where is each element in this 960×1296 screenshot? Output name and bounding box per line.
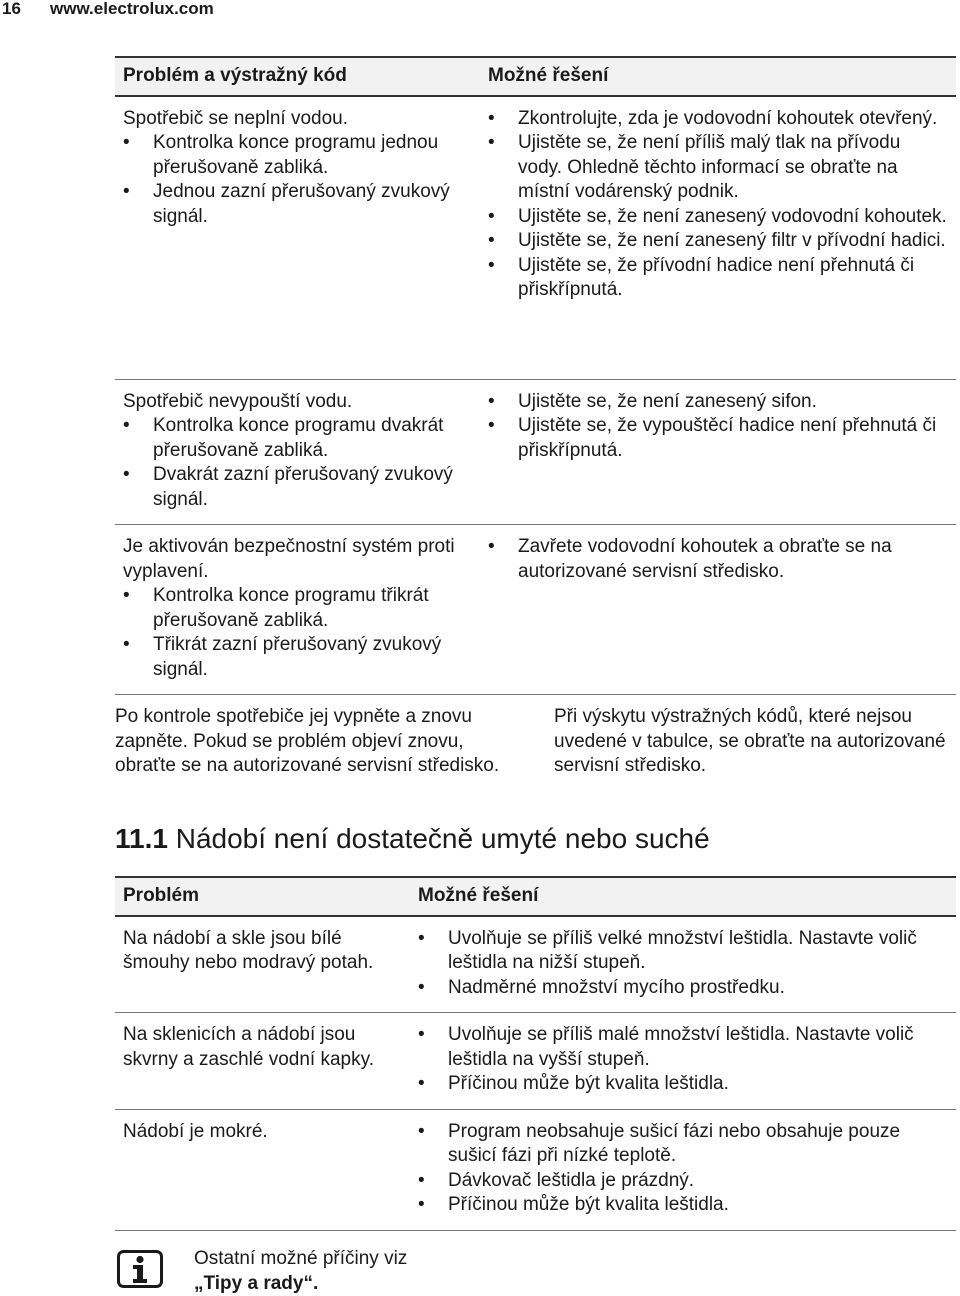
table-row — [115, 96, 956, 380]
page-number: 16 — [2, 0, 21, 18]
column-header-solution: Možné řešení — [410, 877, 956, 916]
solution-bullet: • Ujistěte se, že přívodní hadice není přehnutá či přiskřípnutá. — [488, 254, 948, 303]
problem-bullet: • Kontrolka konce programu dvakrát přerušovaně zabliká. — [123, 414, 472, 463]
problem-text: Spotřebič se neplní vodou. — [123, 107, 348, 129]
problem-text: Na nádobí a skle jsou bílé šmouhy nebo modravý potah. — [115, 916, 410, 1013]
table-row — [115, 1109, 956, 1230]
table-row — [115, 1013, 956, 1110]
note-service: Při výskytu výstražných kódů, které nejsou uvedené v tabulce, se obraťte na autorizované servisní středisko. — [554, 706, 946, 776]
solution-bullet: • Uvolňuje se příliš malé množství leštidla. Nastavte volič leštidla na vyšší stupeň. — [418, 1023, 948, 1072]
solution-bullet: • Ujistěte se, že vypouštěcí hadice není přehnutá či přiskřípnutá. — [488, 414, 948, 463]
solution-bullet: • Dávkovač leštidla je prázdný. — [418, 1169, 948, 1194]
info-text: Ostatní možné příčiny viz — [194, 1248, 408, 1269]
info-icon — [117, 1250, 163, 1288]
problem-bullet: • Jednou zazní přerušovaný zvukový signál. — [123, 180, 472, 229]
solution-bullet: • Ujistěte se, že není příliš malý tlak na přívodu vody. Ohledně těchto informací se obraťte na místní vodárenský podnik. — [488, 131, 948, 205]
column-header-problem: Problém — [115, 877, 410, 916]
info-note — [194, 1247, 594, 1296]
column-header-problem: Problém a výstražný kód — [115, 57, 480, 96]
page-header — [0, 0, 960, 24]
section-number: 11.1 — [115, 823, 168, 854]
solution-bullet: • Zkontrolujte, zda je vodovodní kohoutek otevřený. — [488, 107, 948, 132]
column-header-solution: Možné řešení — [480, 57, 956, 96]
solution-bullet: • Program neobsahuje sušicí fázi nebo obsahuje pouze sušicí fázi při nízké teplotě. — [418, 1120, 948, 1169]
tips-link[interactable]: „Tipy a rady“. — [194, 1272, 319, 1294]
problem-bullet: • Kontrolka konce programu třikrát přerušovaně zabliká. — [123, 584, 472, 633]
note-restart: Po kontrole spotřebiče jej vypněte a znovu zapněte. Pokud se problém objeví znovu, obraťte se na autorizované servisní středisko. — [115, 706, 500, 776]
solution-bullet: • Ujistěte se, že není zanesený filtr v přívodní hadici. — [488, 229, 948, 254]
section-title: Nádobí není dostatečně umyté nebo suché — [175, 823, 710, 854]
problem-text: Nádobí je mokré. — [115, 1109, 410, 1230]
problem-bullet: • Kontrolka konce programu jednou přerušovaně zabliká. — [123, 131, 472, 180]
section-heading — [115, 823, 710, 855]
solution-bullet: • Uvolňuje se příliš velké množství leštidla. Nastavte volič leštidla na nižší stupeň. — [418, 927, 948, 976]
problem-text: Na sklenicích a nádobí jsou skvrny a zaschlé vodní kapky. — [115, 1013, 410, 1110]
problem-bullet: • Třikrát zazní přerušovaný zvukový signál. — [123, 633, 472, 682]
table-row — [115, 379, 956, 525]
dish-problems-table — [115, 876, 956, 1231]
solution-bullet: • Ujistěte se, že není zanesený vodovodní kohoutek. — [488, 205, 948, 230]
problem-text: Spotřebič nevypouští vodu. — [123, 390, 353, 412]
problem-text: Je aktivován bezpečnostní systém proti vyplavení. — [123, 536, 455, 582]
site-url: www.electrolux.com — [50, 0, 214, 18]
solution-bullet: • Příčinou může být kvalita leštidla. — [418, 1193, 948, 1218]
solution-bullet: • Nadměrné množství mycího prostředku. — [418, 976, 948, 1001]
table-row — [115, 916, 956, 1013]
problem-bullet: • Dvakrát zazní přerušovaný zvukový signál. — [123, 463, 472, 512]
table-row — [115, 525, 956, 695]
solution-bullet: • Ujistěte se, že není zanesený sifon. — [488, 390, 948, 415]
error-code-table — [115, 56, 956, 695]
solution-bullet: • Příčinou může být kvalita leštidla. — [418, 1072, 948, 1097]
solution-bullet: • Zavřete vodovodní kohoutek a obraťte se na autorizované servisní středisko. — [488, 535, 948, 584]
